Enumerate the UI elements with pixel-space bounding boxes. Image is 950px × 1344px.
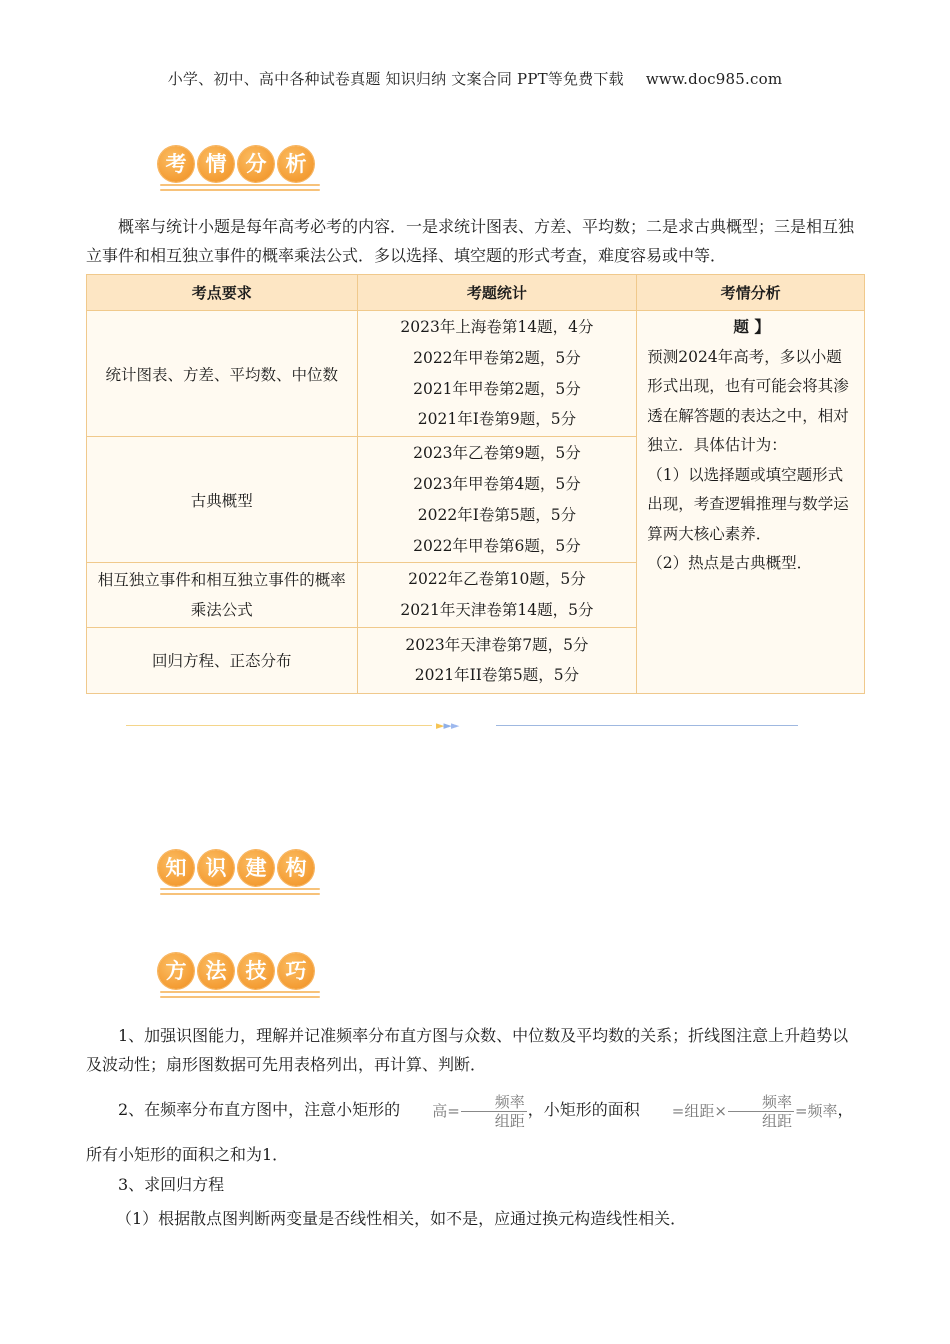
stat-item: 2021年II卷第5题，5分 [414, 666, 580, 685]
stats-cell [357, 563, 637, 628]
badge-char: 方 [158, 953, 194, 989]
badge-underline [160, 184, 320, 196]
stat-item: 2021年天津卷第14题，5分 [400, 601, 594, 620]
badge-exam-analysis [158, 146, 314, 198]
topic-cell: 相互独立事件和相互独立事件的概率乘法公式 [87, 563, 358, 628]
badge-char: 分 [238, 146, 274, 182]
fraction-numerator: 频率 [728, 1093, 794, 1112]
intro-paragraph: 概率与统计小题是每年高考必考的内容．一是求统计图表、方差、平均数；二是求古典概型；三是相互独立事件和相互独立事件的概率乘法公式．多以选择、填空题的形式考查，难度容易或中等． [86, 217, 855, 265]
analysis-point: （1）以选择题或填空题形式出现，考查逻辑推理与数学运算两大核心素养． [647, 465, 849, 543]
col-header: 考情分析 [637, 275, 865, 311]
text-span: ，小矩形的面积 [527, 1100, 640, 1119]
fraction [461, 1093, 527, 1130]
badge-underline [160, 888, 320, 900]
table-header-row [87, 275, 865, 311]
badge-char: 建 [238, 850, 274, 886]
method-paragraph-2 [86, 1088, 864, 1177]
topic-cell: 回归方程、正态分布 [87, 627, 358, 693]
table-row [87, 311, 865, 437]
badge-char: 考 [158, 146, 194, 182]
divider-line-right [496, 725, 798, 726]
badge-char: 识 [198, 850, 234, 886]
badge-methods [158, 953, 314, 1005]
formula-text: =组距× [671, 1101, 727, 1120]
topic-cell: 古典概型 [87, 437, 358, 563]
header-site: www.doc985.com [645, 70, 783, 88]
formula-text: 高= [432, 1101, 460, 1120]
col-header: 考题统计 [357, 275, 637, 311]
text-span: ，所有小矩形的面积之和为1． [86, 1100, 854, 1164]
stat-item: 2023年天津卷第7题，5分 [405, 635, 589, 654]
stat-item: 2021年甲卷第2题，5分 [413, 379, 581, 398]
badge-underline [160, 991, 320, 1003]
divider-arrows [436, 718, 458, 734]
analysis-cell [637, 311, 865, 694]
stats-cell [357, 437, 637, 563]
fraction [728, 1093, 794, 1130]
method-paragraph-4: （1）根据散点图判断两变量是否线性相关，如不是，应通过换元构造线性相关． [116, 1209, 687, 1228]
height-formula [400, 1089, 528, 1133]
badge-char: 法 [198, 953, 234, 989]
stat-item: 2022年甲卷第6题，5分 [413, 536, 581, 555]
text-span: 2、在频率分布直方图中，注意小矩形的 [118, 1100, 401, 1119]
method-paragraph-3: 3、求回归方程 [118, 1175, 225, 1194]
stat-item: 2021年I卷第9题，5分 [417, 410, 577, 429]
analysis-head: 题 】 [733, 318, 770, 336]
arrow-icon: ► [443, 719, 451, 732]
section-divider [126, 718, 798, 734]
badge-char: 情 [198, 146, 234, 182]
badge-char: 构 [278, 850, 314, 886]
formula-text: =频率 [794, 1101, 838, 1120]
badge-char: 析 [278, 146, 314, 182]
analysis-point: （2）热点是古典概型． [647, 554, 813, 572]
topic-cell: 统计图表、方差、平均数、中位数 [87, 311, 358, 437]
fraction-numerator: 频率 [461, 1093, 527, 1112]
method-paragraph-1: 1、加强识图能力，理解并记准频率分布直方图与众数、中位数及平均数的关系；折线图注意上升趋势以及波动性；扇形图数据可先用表格列出，再计算、判断． [86, 1026, 849, 1074]
badge-char: 巧 [278, 953, 314, 989]
page-header [0, 68, 950, 89]
analysis-body: 预测2024年高考，多以小题形式出现，也有可能会将其渗透在解答题的表达之中，相对独立．具体估计为： [647, 347, 849, 454]
stats-cell [357, 311, 637, 437]
badge-char: 知 [158, 850, 194, 886]
stat-item: 2022年甲卷第2题，5分 [413, 348, 581, 367]
fraction-denominator: 组距 [761, 1112, 792, 1130]
header-text: 小学、初中、高中各种试卷真题 知识归纳 文案合同 PPT等免费下载 [167, 70, 624, 88]
stat-item: 2022年乙卷第10题，5分 [408, 570, 586, 589]
badge-knowledge [158, 850, 314, 902]
arrow-icon: ► [436, 719, 444, 732]
stats-cell [357, 627, 637, 693]
fraction-denominator: 组距 [494, 1112, 525, 1130]
divider-line-left [126, 725, 432, 726]
arrow-icon: ► [450, 719, 459, 732]
area-formula [640, 1089, 838, 1133]
exam-table [86, 274, 865, 694]
stat-item: 2023年甲卷第4题，5分 [413, 474, 581, 493]
stat-item: 2022年I卷第5题，5分 [417, 505, 577, 524]
badge-char: 技 [238, 953, 274, 989]
stat-item: 2023年乙卷第9题，5分 [413, 444, 581, 463]
stat-item: 2023年上海卷第14题，4分 [400, 318, 594, 336]
col-header: 考点要求 [87, 275, 358, 311]
